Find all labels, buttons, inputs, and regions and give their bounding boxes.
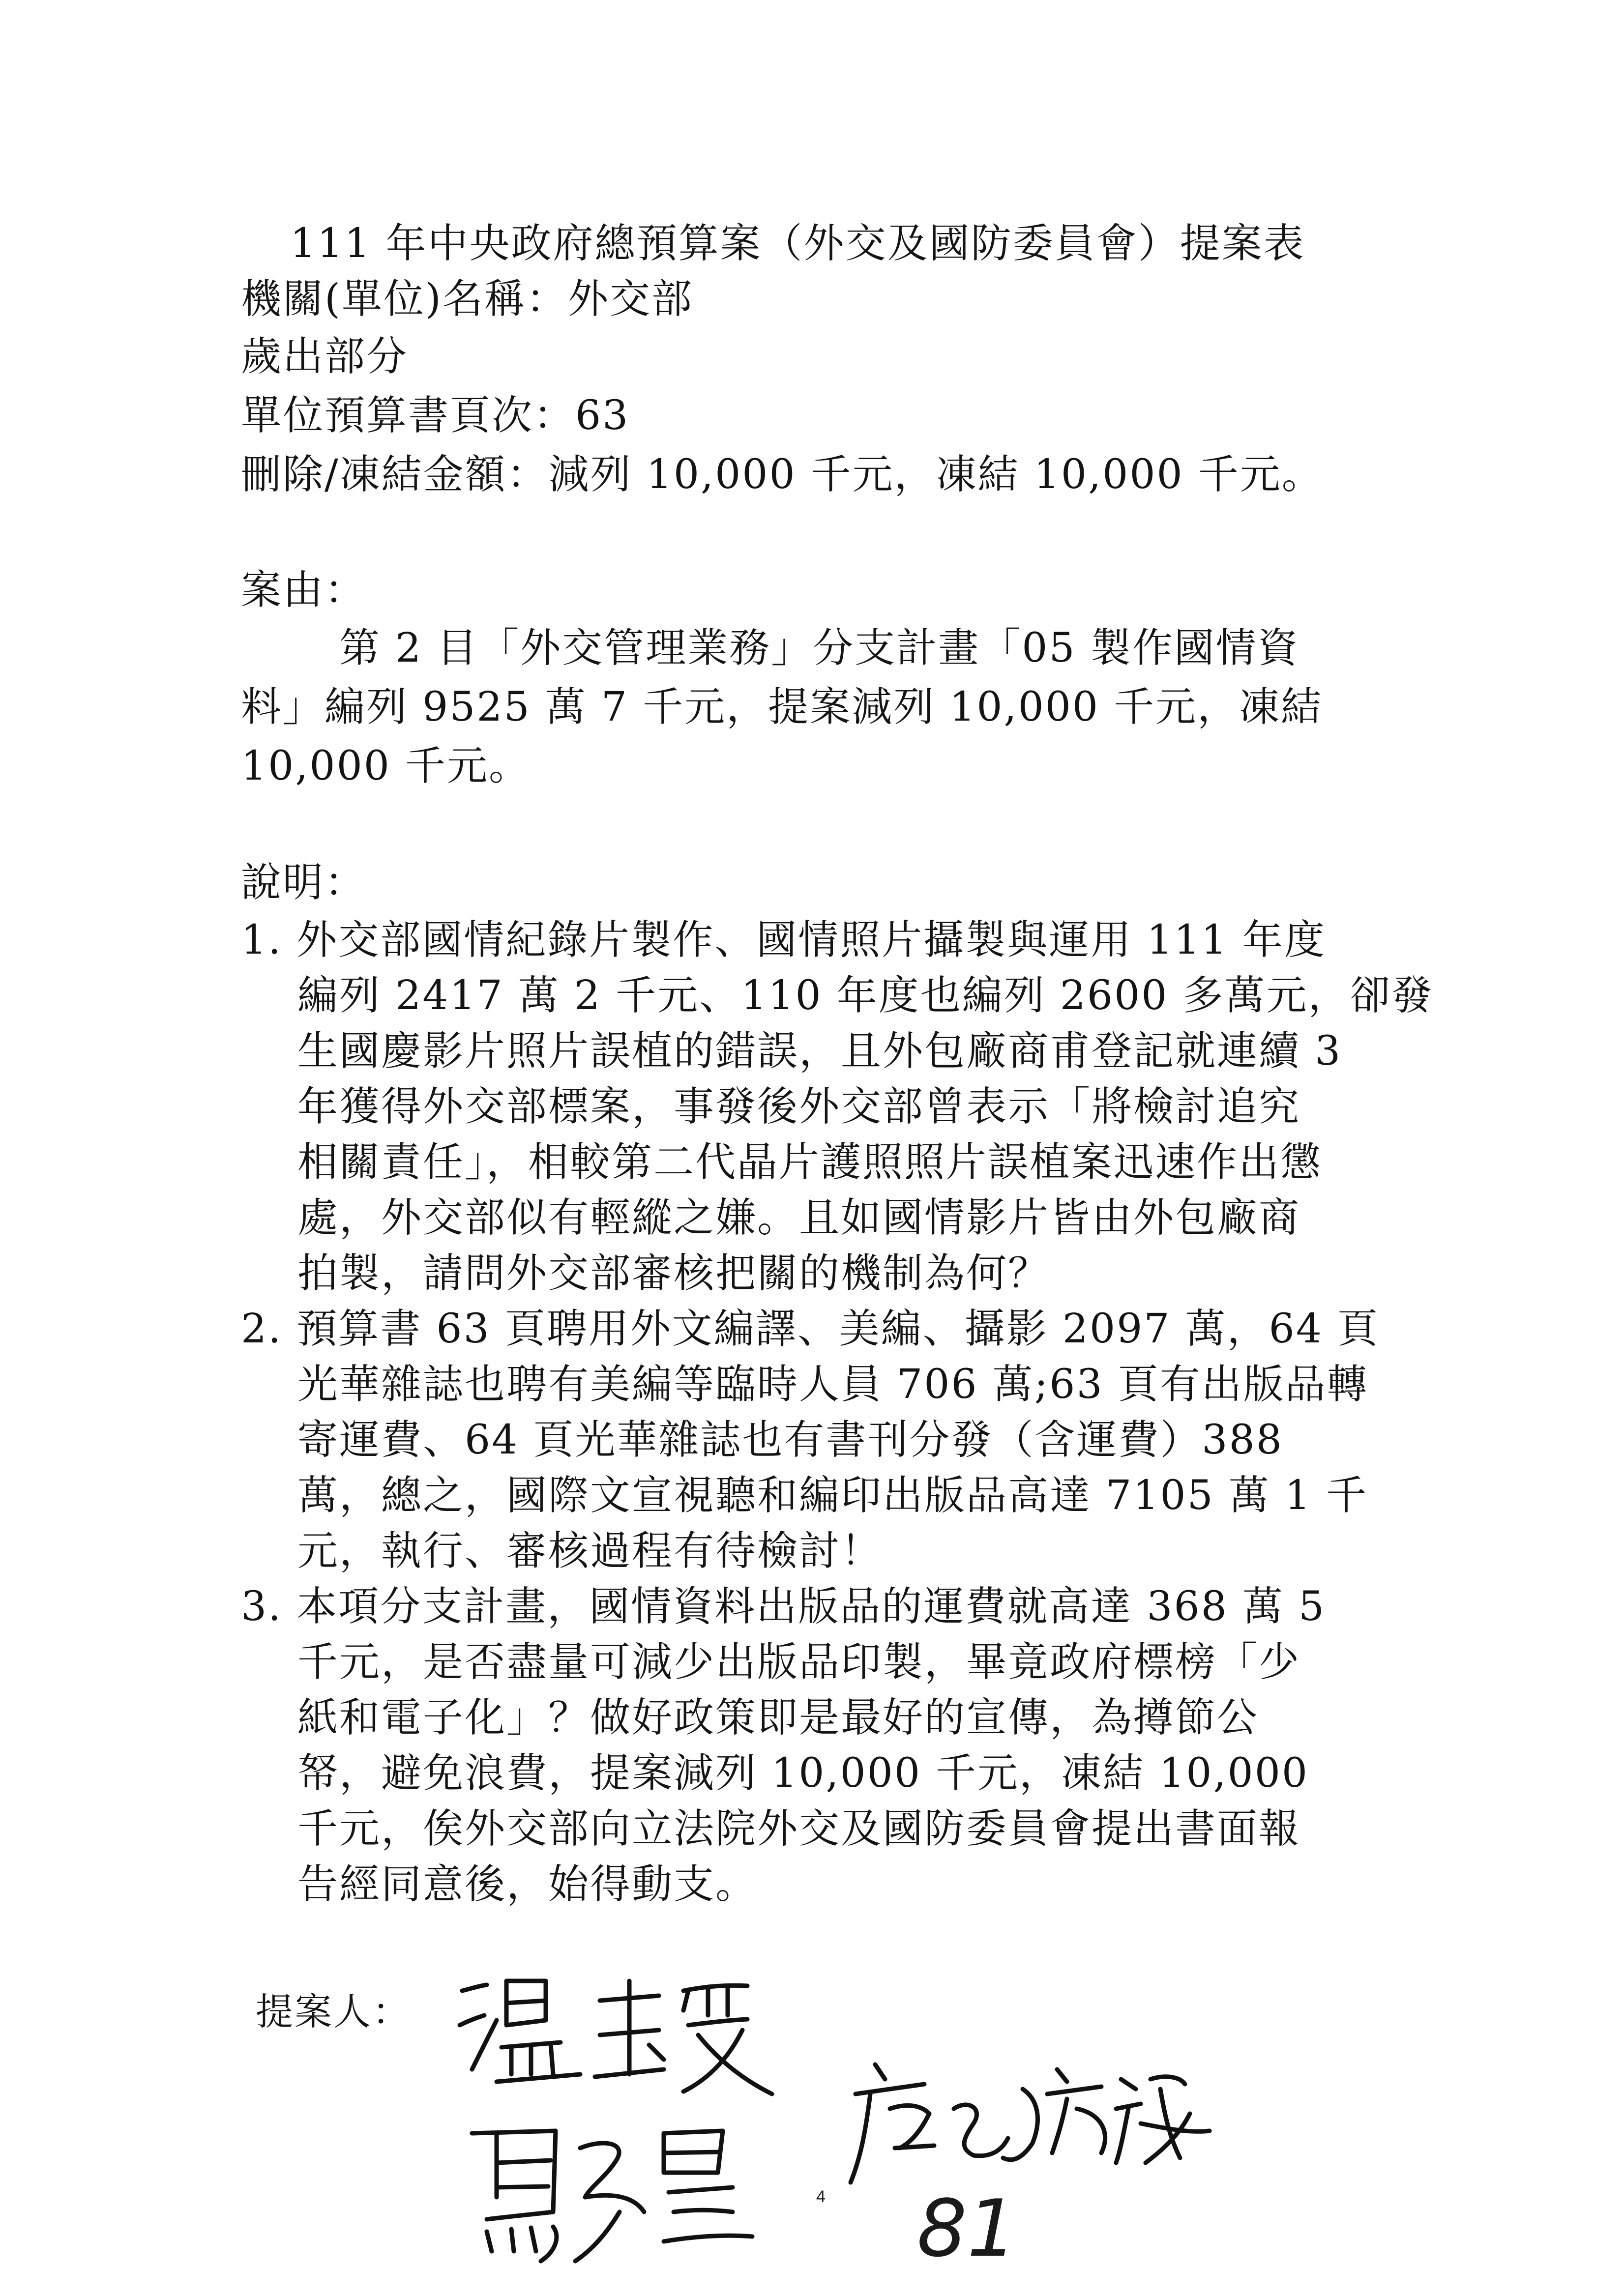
signature-1: [452, 1961, 806, 2111]
signature-2: [457, 2114, 762, 2273]
page-ref-line: 單位預算書頁次：63: [241, 392, 630, 439]
explanation-line: 光華雜誌也聘有美編等臨時人員 706 萬;63 頁有出版品轉: [297, 1361, 1369, 1408]
handwritten-number: 81: [917, 2182, 1017, 2274]
reason-heading: 案由：: [241, 567, 367, 613]
amount-line: 刪除/凍結金額：減列 10,000 千元，凍結 10,000 千元。: [241, 451, 1324, 498]
reason-line: 第 2 目「外交管理業務」分支計畫「05 製作國情資: [339, 625, 1299, 671]
explanation-heading: 說明：: [241, 859, 367, 906]
explanation-line: 帑，避免浪費，提案減列 10,000 千元，凍結 10,000: [297, 1750, 1309, 1797]
explanation-line: 元，執行、審核過程有待檢討！: [297, 1528, 883, 1574]
explanation-line: 1. 外交部國情紀錄片製作、國情照片攝製與運用 111 年度: [241, 917, 1326, 963]
signature-3: [846, 2035, 1219, 2194]
explanation-line: 千元，俟外交部向立法院外交及國防委員會提出書面報: [297, 1805, 1301, 1852]
explanation-line: 年獲得外交部標案，事發後外交部曾表示「將檢討追究: [297, 1083, 1301, 1130]
explanation-line: 相關責任」，相較第二代晶片護照照片誤植案迅速作出懲: [297, 1139, 1323, 1186]
explanation-line: 3. 本項分支計畫，國情資料出版品的運費就高達 368 萬 5: [241, 1583, 1326, 1630]
explanation-line: 千元，是否盡量可減少出版品印製，畢竟政府標榜「少: [297, 1639, 1301, 1686]
explanation-line: 生國慶影片照片誤植的錯誤，且外包廠商甫登記就連續 3: [297, 1028, 1342, 1075]
document-title: 111 年中央政府總預算案（外交及國防委員會）提案表: [290, 220, 1305, 267]
explanation-line: 拍製，請問外交部審核把關的機制為何？: [297, 1250, 1050, 1297]
explanation-line: 萬，總之，國際文宣視聽和編印出版品高達 7105 萬 1 千: [297, 1472, 1368, 1519]
explanation-line: 紙和電子化」？做好政策即是最好的宣傳，為撙節公: [297, 1694, 1259, 1741]
proposer-label: 提案人：: [256, 1990, 411, 2034]
explanation-line: 編列 2417 萬 2 千元、110 年度也編列 2600 多萬元，卻發: [297, 972, 1434, 1019]
explanation-line: 告經同意後，始得動支。: [297, 1861, 758, 1908]
section-line: 歲出部分: [241, 333, 409, 380]
page-number: 4: [816, 2187, 826, 2206]
explanation-line: 2. 預算書 63 頁聘用外文編譯、美編、攝影 2097 萬，64 頁: [241, 1306, 1379, 1352]
reason-line: 10,000 千元。: [241, 743, 531, 789]
explanation-line: 處，外交部似有輕縱之嫌。且如國情影片皆由外包廠商: [297, 1194, 1301, 1241]
reason-line: 料」編列 9525 萬 7 千元，提案減列 10,000 千元，凍結: [241, 684, 1323, 730]
agency-line: 機關(單位)名稱：外交部: [241, 276, 693, 322]
explanation-line: 寄運費、64 頁光華雜誌也有書刊分發（含運費）388: [297, 1417, 1283, 1463]
